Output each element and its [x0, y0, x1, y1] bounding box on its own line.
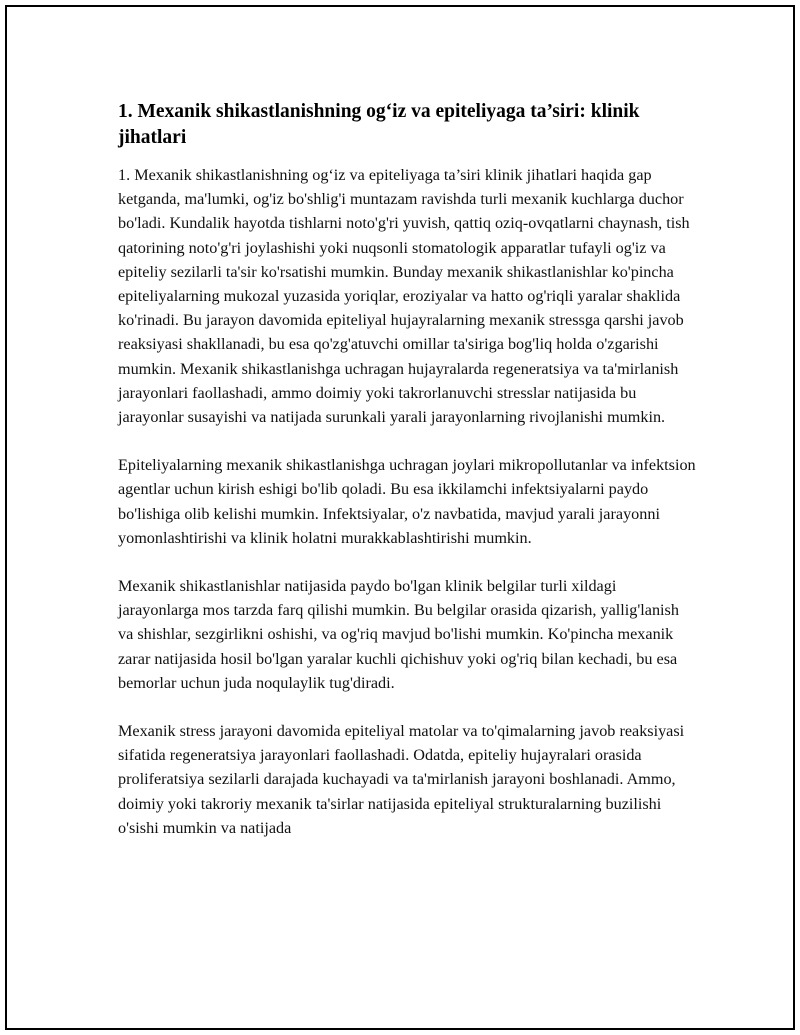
- paragraph-2: Epiteliyalarning mexanik shikastlanishga uchragan joylari mikropollutanlar va infektsion agentlar uchun kirish eshigi bo'lib qoladi. Bu esa ikkilamchi infektsiyalarni paydo bo'lishiga olib kelishi mumkin. Infektsiyalar, o'z navbatida, mavjud yarali jarayonni yomonlashtirishi va klinik holatni murakkablashtirishi mumkin.: [118, 456, 696, 547]
- paragraph-4: Mexanik stress jarayoni davomida epiteliyal matolar va to'qimalarning javob reaksiyasi sifatida regeneratsiya jarayonlari faollashadi. Odatda, epiteliy hujayralari orasida proliferatsiya sezilarli darajada kuchayadi va ta'mirlanish jarayoni boshlanadi. Ammo, doimiy yoki takroriy mexanik ta'sirlar natijasida epiteliyal strukturalarning buzilishi o'sishi mumkin va natijada: [118, 722, 685, 837]
- document-body: [118, 99, 698, 864]
- paragraph-1: 1. Mexanik shikastlanishning og‘iz va epiteliyaga ta’siri klinik jihatlari haqida gap ketganda, ma'lumki, og'iz bo'shlig'i muntazam ravishda turli mexanik kuchlarga duchor bo'ladi. Kundalik hayotda tishlarni noto'g'ri yuvish, qattiq oziq-ovqatlarni chaynash, tish qatorining noto'g'ri joylashishi yoki nuqsonli stomatologik apparatlar tufayli og'iz va epiteliy sezilarli ta'sir ko'rsatishi mumkin. Bunday mexanik shikastlanishlar ko'pincha epiteliyalarning mukozal yuzasida yoriqlar, eroziyalar va hatto og'riqli yaralar shaklida ko'rinadi. Bu jarayon davomida epiteliyal hujayralarning mexanik stressga qarshi javob reaksiyasi shakllanadi, bu esa qo'zg'atuvchi omillar ta'siriga bog'liq holda o'zgarishi mumkin. Mexanik shikastlanishga uchragan hujayralarda regeneratsiya va ta'mirlanish jarayonlari faollashadi, ammo doimiy yoki takrorlanuvchi stresslar natijasida bu jarayonlar susayishi va natijada surunkali yarali jarayonlarning rivojlanishi mumkin.: [118, 166, 690, 427]
- page-frame: [5, 5, 795, 1030]
- paragraph-3: Mexanik shikastlanishlar natijasida paydo bo'lgan klinik belgilar turli xildagi jarayonlarga mos tarzda farq qilishi mumkin. Bu belgilar orasida qizarish, yallig'lanish va shishlar, sezgirlikni oshishi, va og'riq mavjud bo'lishi mumkin. Ko'pincha mexanik zarar natijasida hosil bo'lgan yaralar kuchli qichishuv yoki og'riq bilan kechadi, bu esa bemorlar uchun juda noqulaylik tug'diradi.: [118, 577, 679, 692]
- document-title: 1. Mexanik shikastlanishning og‘iz va epiteliyaga ta’siri: klinik jihatlari: [118, 101, 640, 148]
